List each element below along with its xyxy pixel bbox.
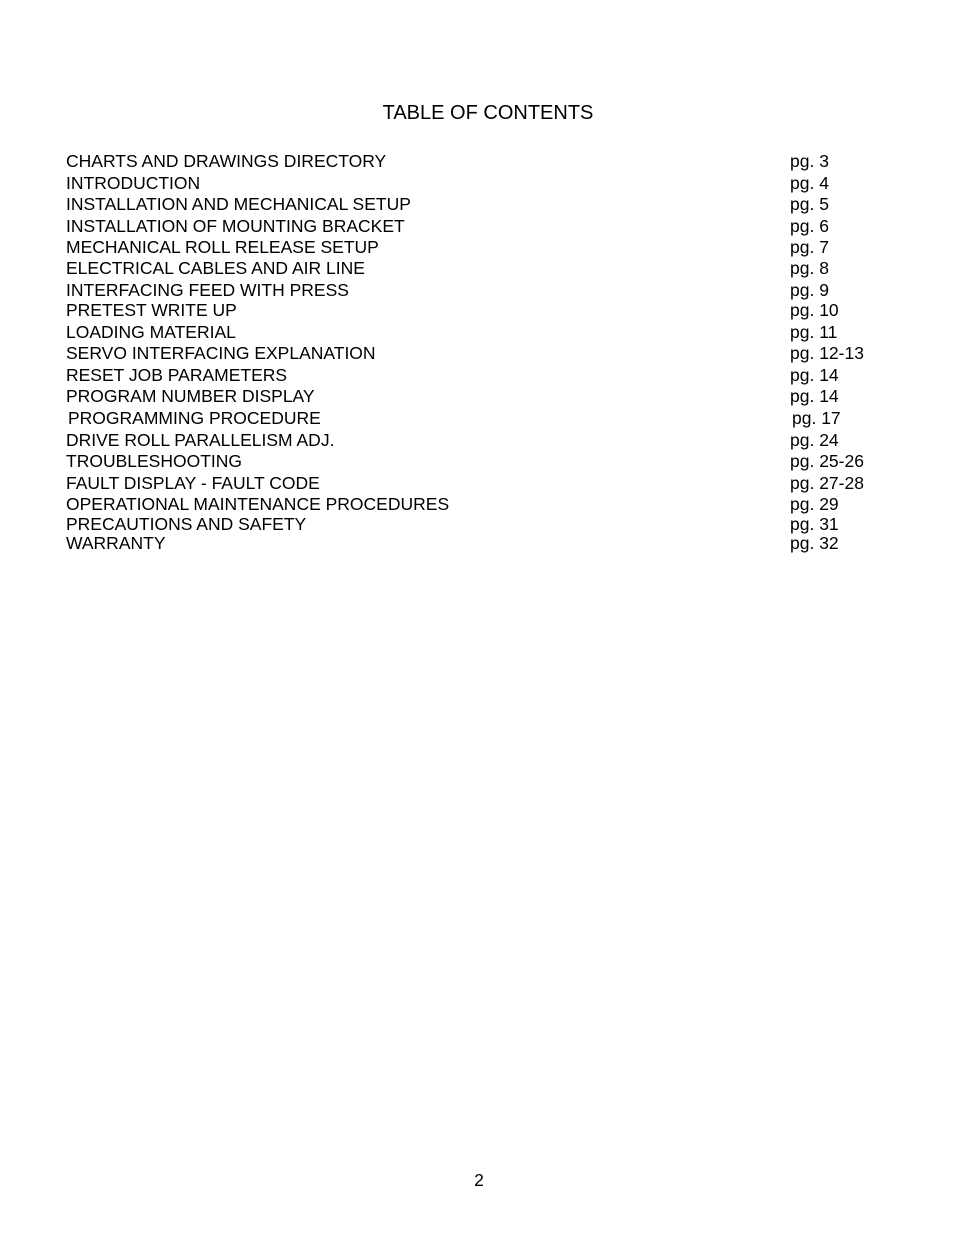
toc-entry — [66, 407, 886, 429]
toc-entry — [66, 450, 886, 472]
toc-entry — [66, 279, 886, 301]
toc-entry-title: LOADING MATERIAL — [66, 322, 236, 342]
toc-entry-page: pg. 11 — [790, 322, 838, 342]
page-title: TABLE OF CONTENTS — [382, 102, 594, 124]
toc-entry — [66, 342, 886, 364]
toc-entry-page: pg. 27-28 — [790, 473, 864, 493]
toc-entry — [66, 472, 886, 494]
toc-entry-title: INSTALLATION OF MOUNTING BRACKET — [66, 216, 405, 236]
toc-entry-title: TROUBLESHOOTING — [66, 451, 242, 471]
toc-entry-title: OPERATIONAL MAINTENANCE PROCEDURES — [66, 494, 450, 514]
toc-entry-page: pg. 8 — [790, 258, 829, 278]
toc-entry-page: pg. 9 — [790, 280, 829, 300]
toc-entry — [66, 321, 886, 343]
toc-entry-title: ELECTRICAL CABLES AND AIR LINE — [66, 258, 365, 278]
toc-entry-title: FAULT DISPLAY - FAULT CODE — [66, 473, 320, 493]
toc-entry-title: DRIVE ROLL PARALLELISM ADJ. — [66, 430, 335, 450]
page-number: 2 — [474, 1170, 484, 1190]
toc-entry-page: pg. 14 — [790, 386, 839, 406]
toc-entry-title: CHARTS AND DRAWINGS DIRECTORY — [66, 151, 387, 171]
toc-entry — [66, 429, 886, 451]
toc-entry-title: SERVO INTERFACING EXPLANATION — [66, 343, 376, 363]
toc-entry-title: PRETEST WRITE UP — [66, 300, 237, 320]
toc-entry-title: PRECAUTIONS AND SAFETY — [66, 514, 307, 534]
toc-entry-title: INTERFACING FEED WITH PRESS — [66, 280, 349, 300]
toc-entry-title: PROGRAM NUMBER DISPLAY — [66, 386, 315, 406]
toc-entry-page: pg. 5 — [790, 194, 829, 214]
toc-entry — [66, 193, 886, 215]
toc-entry — [66, 299, 886, 321]
toc-entry — [66, 385, 886, 407]
toc-entry-page: pg. 4 — [790, 173, 829, 193]
toc-entry — [66, 364, 886, 386]
toc-entry-page: pg. 6 — [790, 216, 829, 236]
toc-entry-title: INTRODUCTION — [66, 173, 201, 193]
toc-entry-title: PROGRAMMING PROCEDURE — [68, 408, 321, 428]
toc-entry — [66, 257, 886, 279]
toc-entry — [66, 150, 886, 172]
toc-entry-page: pg. 14 — [790, 365, 839, 385]
toc-entry-title: INSTALLATION AND MECHANICAL SETUP — [66, 194, 411, 214]
toc-entry-page: pg. 12-13 — [790, 343, 864, 363]
toc-entry — [66, 172, 886, 194]
toc-entry-title: WARRANTY — [66, 533, 166, 553]
toc-entry — [66, 215, 886, 237]
toc-entry-page: pg. 17 — [792, 408, 841, 428]
toc-entry-page: pg. 32 — [790, 533, 839, 553]
toc-entry-title: RESET JOB PARAMETERS — [66, 365, 288, 385]
toc-entry-title: MECHANICAL ROLL RELEASE SETUP — [66, 237, 379, 257]
toc-entry — [66, 493, 886, 515]
toc-entry — [66, 236, 886, 258]
toc-entry-page: pg. 3 — [790, 151, 829, 171]
toc-entry-page: pg. 29 — [790, 494, 839, 514]
toc-entry — [66, 532, 886, 554]
toc-entry-page: pg. 10 — [790, 300, 839, 320]
toc-entry-page: pg. 31 — [790, 514, 839, 534]
toc-entry-page: pg. 7 — [790, 237, 829, 257]
toc-entry-page: pg. 24 — [790, 430, 839, 450]
toc-entry-page: pg. 25-26 — [790, 451, 864, 471]
